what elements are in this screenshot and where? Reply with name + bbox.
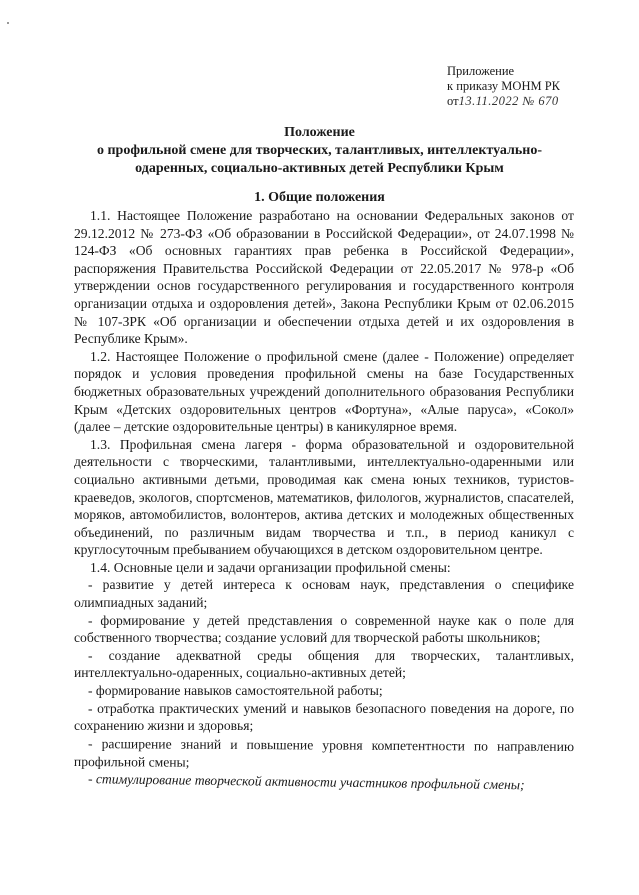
paragraph-1-4: 1.4. Основные цели и задачи организации профильной смены: bbox=[90, 559, 451, 575]
list-item: - формирование навыков самостоятельной работы; bbox=[88, 683, 383, 699]
title-line: Положение bbox=[284, 125, 355, 140]
list-item: - формирование у детей представления о современной науке как о поле для собственного творчества; создание условий для творческой работы школьников; bbox=[74, 612, 574, 646]
appendix-line: Приложение bbox=[447, 64, 515, 78]
appendix-date-line bbox=[447, 94, 560, 109]
paragraph-1-1: 1.1. Настоящее Положение разработано на основании Федеральных законов от 29.12.2012 № 273-ФЗ «Об образовании в Российской Федерации», от 24.07.1998 № 124-ФЗ «Об основных гарантиях прав ребенка в Российской Федерации», распоряжения Правительства Российской Федерации от 22.05.2017 № 978-р «Об утверждении основ государственного регулирования и государственного контроля организации отдыха и оздоровления детей», Закона Республики Крым от 02.06.2015 № 107-ЗРК «Об организации и обеспечении отдыха детей и их оздоровления в Республике Крым». bbox=[74, 208, 574, 347]
handwritten-date-number: 13.11.2022 № 670 bbox=[458, 94, 559, 108]
paragraph-1-2: 1.2. Настоящее Положение о профильной смене (далее - Положение) определяет порядок и условия проведения профильной смены на базе Государственных бюджетных образовательных учреждений дополнительного образования Республики Крым «Детских оздоровительных центров «Фортуна», «Алые паруса», «Сокол» (далее – детские оздоровительные центры) в каникулярное время. bbox=[74, 348, 574, 435]
document-title bbox=[60, 124, 579, 178]
appendix-block bbox=[447, 64, 560, 109]
scan-speck bbox=[7, 22, 9, 24]
appendix-order-line: к приказу МОНМ РК bbox=[447, 79, 561, 93]
section-heading: 1. Общие положения bbox=[254, 190, 385, 205]
list-item: - отработка практических умений и навыков безопасного поведения на дороге, по сохранению жизни и здоровья; bbox=[74, 700, 574, 734]
list-item: - создание адекватной среды общения для творческих, талантливых, интеллектуально-одаренных, социально-активных детей; bbox=[74, 647, 574, 681]
title-line: о профильной смене для творческих, талантливых, интеллектуально- bbox=[96, 143, 543, 158]
appendix-date-prefix: от bbox=[447, 94, 459, 108]
list-item: - стимулирование творческой активности участников профильной смены; bbox=[87, 771, 525, 793]
list-item: - развитие у детей интереса к основам наук, представления о специфике олимпиадных заданий; bbox=[74, 577, 574, 611]
title-line: одаренных, социально-активных детей Республики Крым bbox=[135, 161, 504, 176]
list-item: - расширение знаний и повышение уровня компетентности по направлению профильной смены; bbox=[73, 735, 575, 770]
section-body bbox=[73, 207, 575, 793]
paragraph-1-3: 1.3. Профильная смена лагеря - форма образовательной и оздоровительной деятельности с творческими, талантливыми, интеллектуально-одаренными или социально активными детьми, проводимая как смена юных техников, туристов-краеведов, экологов, спортсменов, математиков, филологов, журналистов, спасателей, моряков, автомобилистов, волонтеров, актива детских и молодежных общественных объединений, по различным видам творчества и т.п., в период каникул с круглосуточным пребыванием обучающихся в детском оздоровительном центре. bbox=[74, 436, 574, 558]
